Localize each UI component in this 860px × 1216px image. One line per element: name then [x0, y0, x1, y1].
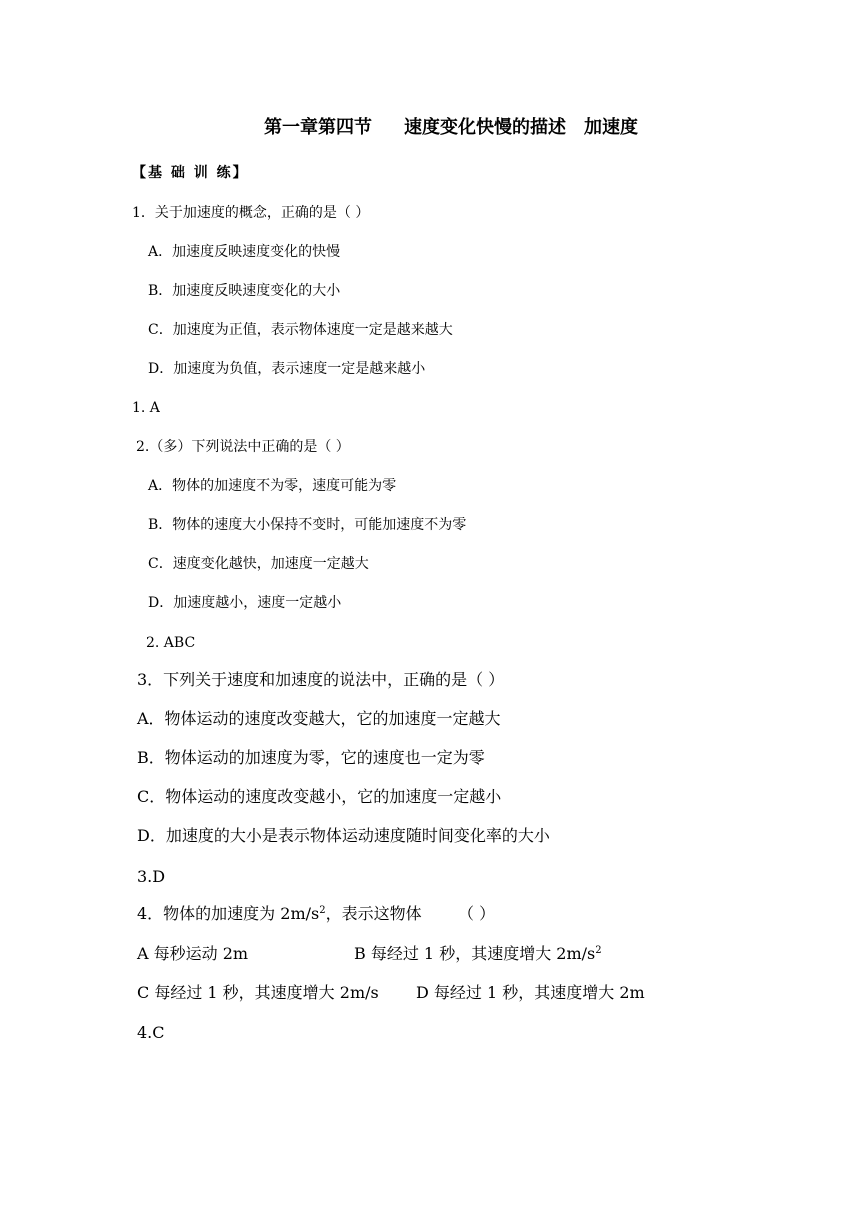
question-2-option-a: A．物体的加速度不为零，速度可能为零 [148, 478, 397, 494]
question-4-option-b-text: B 每经过 1 秒，其速度增大 2m/s [354, 944, 596, 963]
page-title [0, 119, 860, 137]
question-3-option-a: A．物体运动的速度改变越大，它的加速度一定越大 [137, 709, 501, 728]
question-2-option-c: C．速度变化越快，加速度一定越大 [148, 556, 369, 572]
question-2-stem: 2.（多）下列说法中正确的是（ ） [136, 439, 350, 455]
title-subject: 加速度 [584, 117, 638, 138]
question-1-option-d: D．加速度为负值，表示速度一定是越来越小 [148, 361, 426, 377]
question-4-answer-blank: （ ） [458, 904, 496, 923]
question-4-option-b [354, 946, 602, 962]
question-4-answer: 4.C [137, 1023, 165, 1042]
question-3-option-b: B．物体运动的加速度为零，它的速度也一定为零 [137, 748, 485, 767]
question-4-stem [137, 906, 422, 922]
question-1-option-a: A．加速度反映速度变化的快慢 [148, 244, 341, 260]
question-3-stem: 3．下列关于速度和加速度的说法中，正确的是（ ） [137, 670, 505, 689]
question-3-answer: 3.D [137, 867, 166, 886]
question-4-stem-superscript: 2 [319, 905, 326, 916]
question-1-stem: 1．关于加速度的概念，正确的是（ ） [132, 205, 370, 221]
question-2-option-d: D．加速度越小，速度一定越小 [148, 595, 342, 611]
question-4-option-b-superscript: 2 [595, 945, 602, 956]
question-4-option-a: A 每秒运动 2m [137, 944, 249, 963]
question-1-answer: 1. A [132, 400, 160, 416]
section-label: 【基 础 训 练】 [132, 165, 249, 181]
question-4-option-d: D 每经过 1 秒，其速度增大 2m [416, 983, 645, 1002]
question-1-option-b: B．加速度反映速度变化的大小 [148, 283, 341, 299]
question-3-option-c: C．物体运动的速度改变越小，它的加速度一定越小 [137, 787, 502, 806]
title-chapter: 第一章第四节 [264, 117, 372, 138]
title-topic: 速度变化快慢的描述 [404, 117, 566, 138]
question-1-option-c: C．加速度为正值，表示物体速度一定是越来越大 [148, 322, 453, 338]
question-4-stem-text: 4．物体的加速度为 2m/s [137, 904, 320, 923]
question-2-answer: 2. ABC [146, 635, 196, 651]
question-4-option-c: C 每经过 1 秒，其速度增大 2m/s [137, 983, 379, 1002]
question-4-stem-text-end: ，表示这物体 [325, 904, 422, 923]
question-2-option-b: B．物体的速度大小保持不变时，可能加速度不为零 [148, 517, 467, 533]
question-3-option-d: D．加速度的大小是表示物体运动速度随时间变化率的大小 [137, 826, 550, 845]
